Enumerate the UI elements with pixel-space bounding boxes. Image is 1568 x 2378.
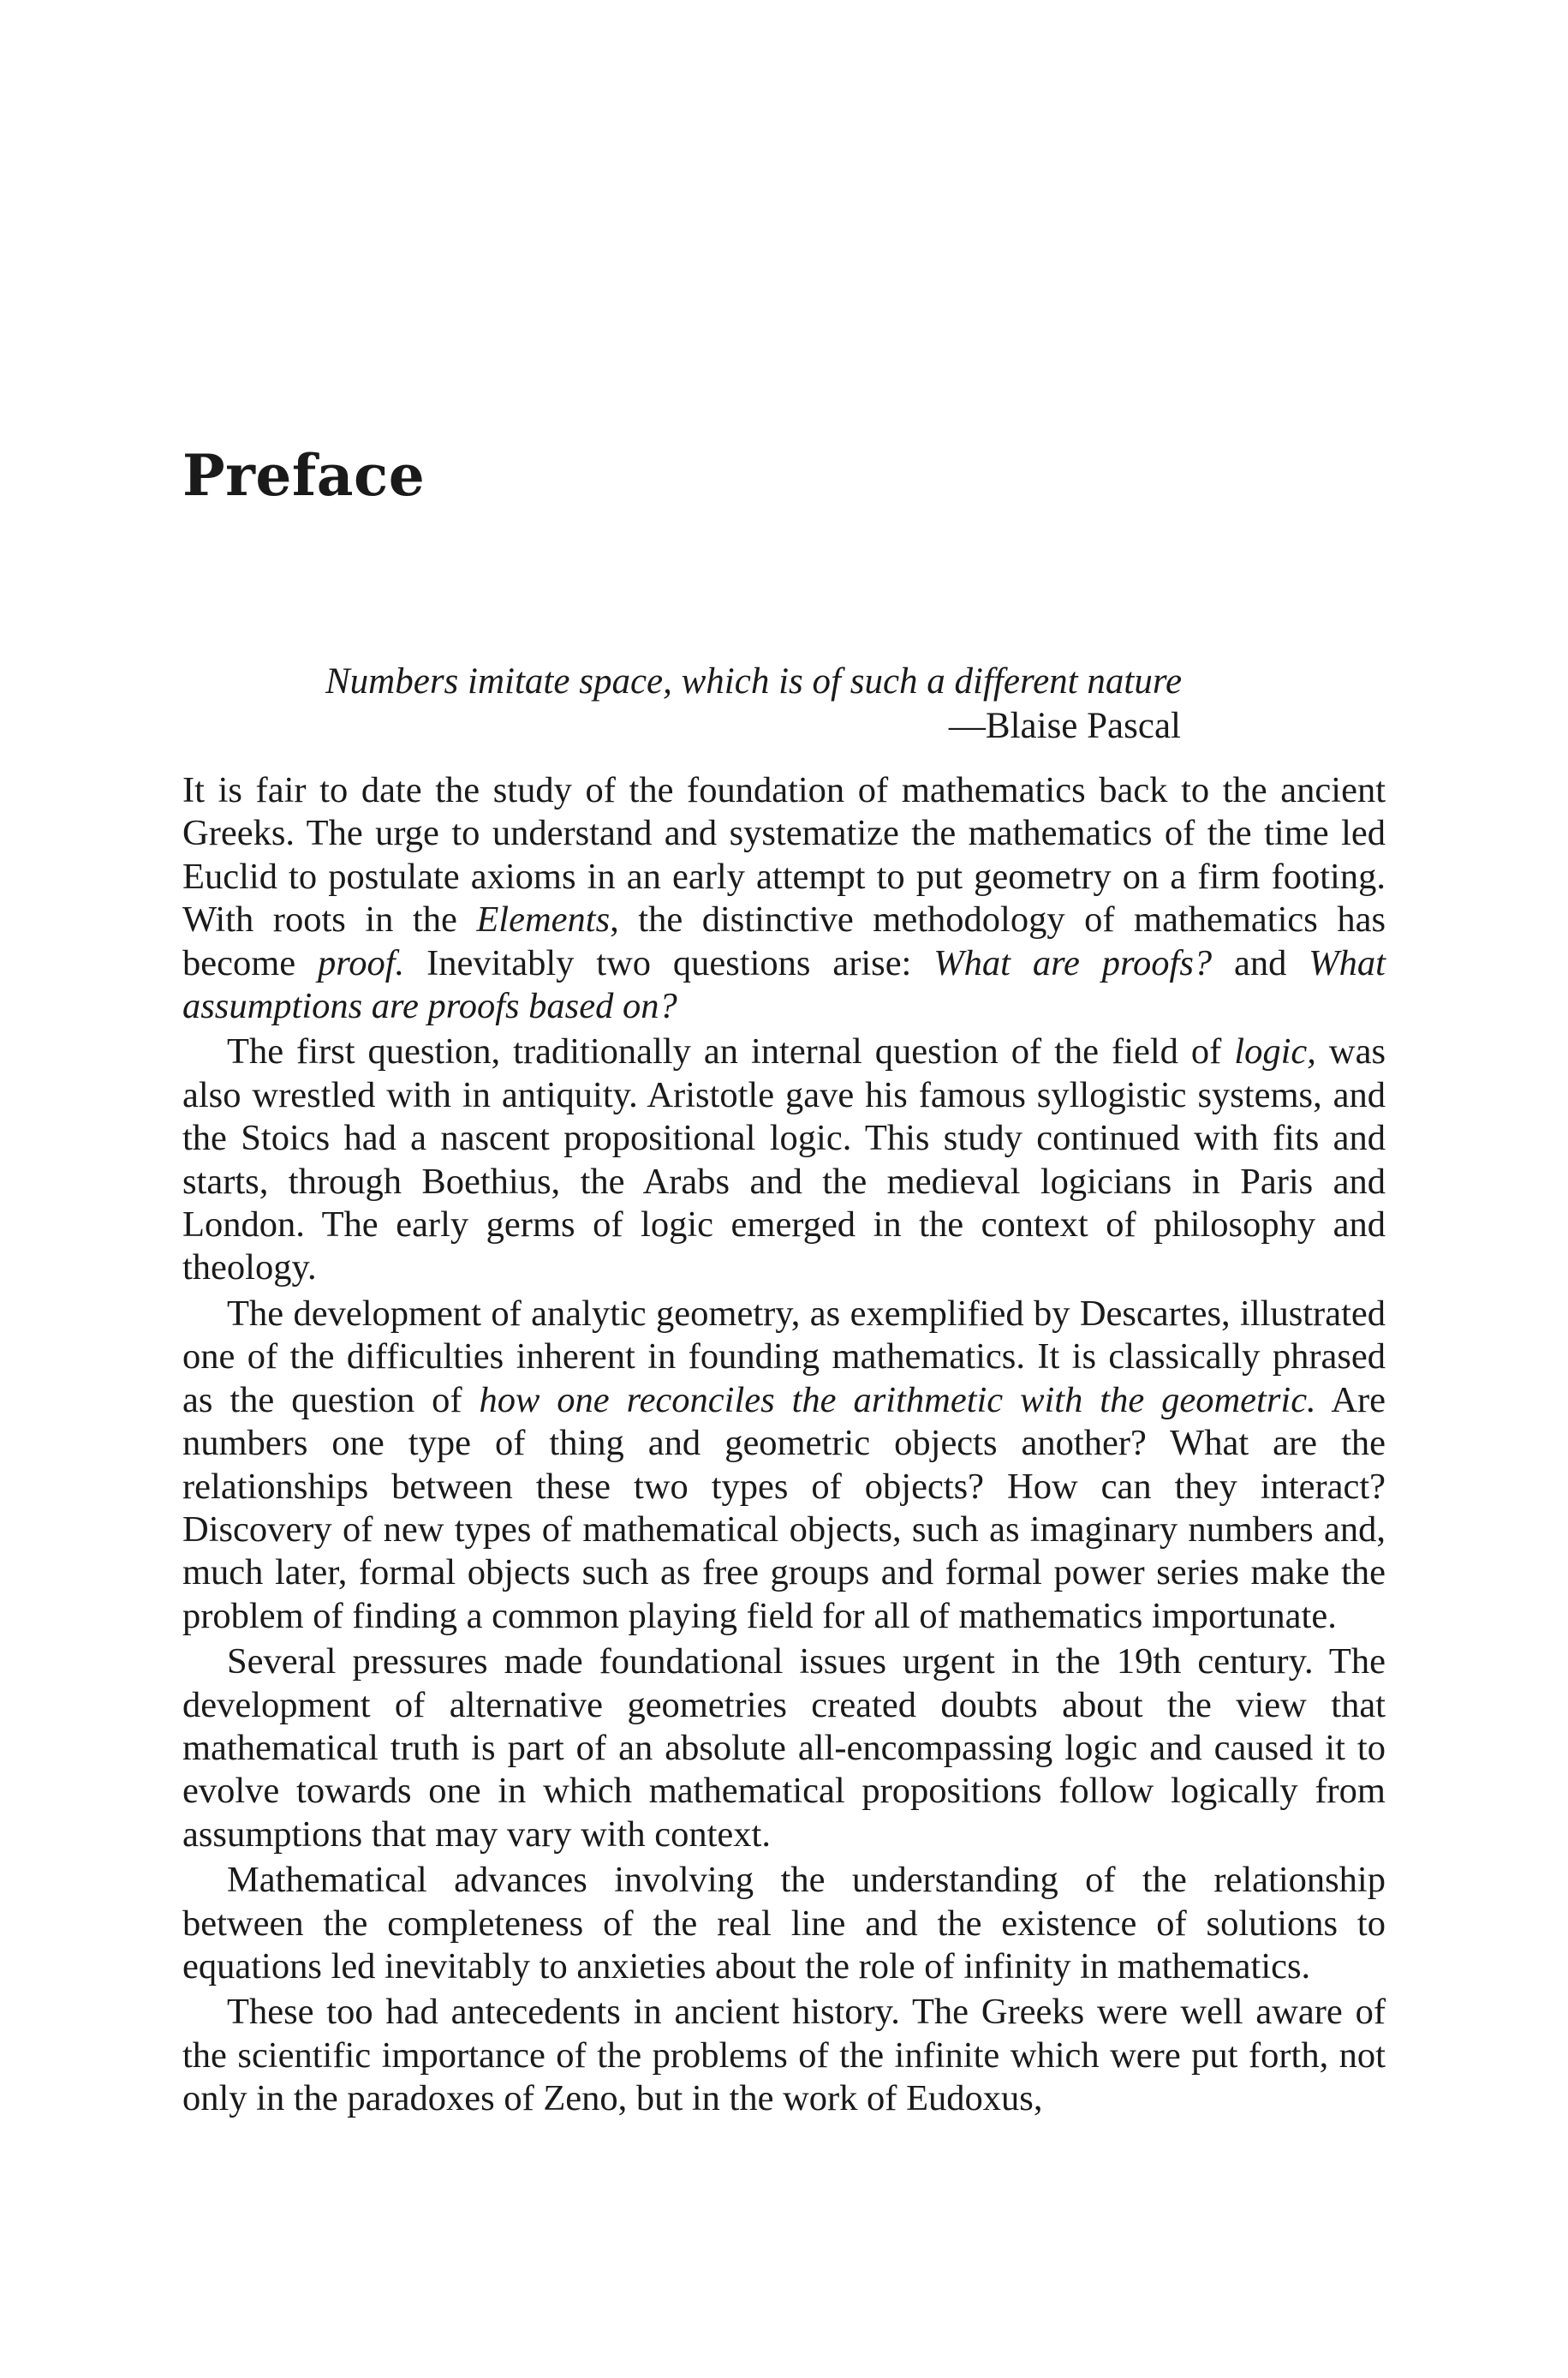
paragraph-3-question: how one reconciles the arithmetic with the geometric. — [479, 1379, 1316, 1420]
paragraph-1-proof: proof. — [318, 942, 405, 983]
paragraph-3 — [182, 1293, 1386, 1638]
paragraph-5: Mathematical advances involving the understanding of the relationship between the completeness of the real line and the existence of solutions to equations led inevitably to anxieties about the role of infinity in mathematics. — [182, 1860, 1386, 1987]
paragraph-1-text-e: Inevitably two questions arise: — [404, 942, 934, 983]
paragraph-2 — [182, 1031, 1386, 1289]
paragraph-2-text-a: The first question, traditionally an internal question of the field of — [227, 1031, 1235, 1072]
body-text — [182, 769, 1386, 2124]
paragraph-1-text-c: , the distinctive methodology of mathematics has become — [182, 899, 1386, 983]
paragraph-1 — [182, 769, 1386, 1028]
paragraph-1-text-g: and — [1212, 942, 1309, 983]
chapter-title: Preface — [182, 442, 426, 509]
epigraph-quote: Numbers imitate space, which is of such a different nature — [325, 661, 1183, 702]
paragraph-3-text-a: The development of analytic geometry, as exemplified by Descartes, illustrated one of the difficulties inherent in founding mathematics. It is classically phrased as the question of — [182, 1293, 1386, 1420]
paragraph-1-text-a: It is fair to date the study of the foundation of mathematics back to the ancient Greeks. The urge to understand and systematize the mathematics of the time led Euclid to postulate axioms in an early attempt to put geometry on a firm footing. With roots in the — [182, 770, 1386, 941]
paragraph-2-text-c: was also wrestled with in antiquity. Aristotle gave his famous syllogistic systems, and the Stoics had a nascent propositional logic. This study continued with fits and starts, through Boethius, the Arabs and the medieval logicians in Paris and London. The early germs of logic emerged in the context of philosophy and theology. — [182, 1031, 1386, 1288]
epigraph-author: —Blaise Pascal — [948, 706, 1181, 746]
paragraph-1-question-2: What assumptions are proofs based on? — [182, 942, 1386, 1027]
epigraph — [325, 660, 1243, 749]
paragraph-1-elements: Elements — [476, 899, 611, 941]
paragraph-2-logic: logic, — [1234, 1031, 1316, 1072]
paragraph-1-question-1: What are proofs? — [933, 942, 1213, 983]
paragraph-3-text-c: Are numbers one type of thing and geometric objects another? What are the relationships between these two types of objects? How can they interact? Discovery of new types of mathematical objects, such as imaginary numbers and, much later, formal objects such as free groups and formal power series make the problem of finding a common playing field for all of mathematics importunate. — [182, 1379, 1386, 1636]
paragraph-6: These too had antecedents in ancient history. The Greeks were well aware of the scientific importance of the problems of the infinite which were put forth, not only in the paradoxes of Zeno, but in the work of Eudoxus, — [182, 1992, 1386, 2119]
paragraph-4: Several pressures made foundational issues urgent in the 19th century. The development of alternative geometries created doubts about the view that mathematical truth is part of an absolute all-encompassing logic and caused it to evolve towards one in which mathematical propositions follow logically from assumptions that may vary with context. — [182, 1641, 1386, 1855]
